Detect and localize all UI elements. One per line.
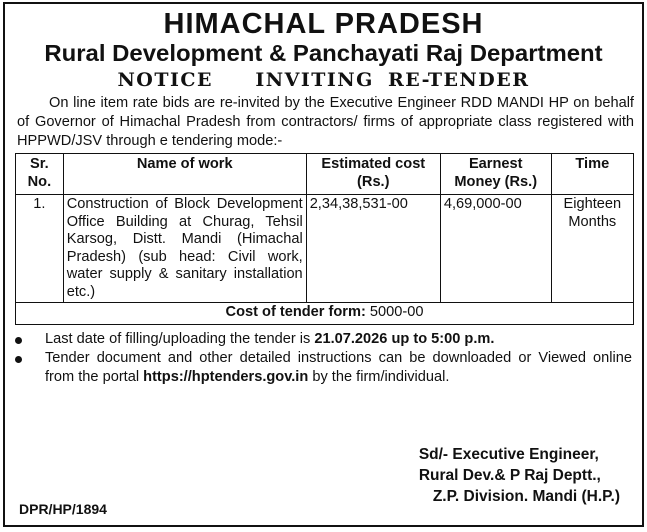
reference-number: DPR/HP/1894 bbox=[19, 501, 107, 517]
deadline-text: Last date of filling/uploading the tender is bbox=[45, 330, 315, 347]
portal-link[interactable]: https://hptenders.gov.in bbox=[143, 368, 309, 385]
instructions-list bbox=[15, 330, 632, 387]
intro-paragraph bbox=[17, 94, 634, 151]
tender-form-label: Cost of tender form: bbox=[225, 304, 366, 320]
tender-form-row bbox=[16, 303, 634, 325]
tender-form-value: 5000-00 bbox=[369, 304, 424, 320]
portal-text: Tender document and other detailed instructions can be downloaded or Viewed online from the portal bbox=[45, 349, 632, 385]
signature-block bbox=[419, 444, 620, 507]
header-time: Time bbox=[551, 154, 633, 195]
cell-earnest-money: 4,69,000-00 bbox=[440, 195, 551, 303]
table-header-row bbox=[16, 154, 634, 195]
notice-title: NOTICE INVITING RE-TENDER bbox=[117, 69, 530, 91]
signature-line-2: Rural Dev.& P Raj Deptt., bbox=[418, 467, 601, 484]
header-sr-no: Sr. No. bbox=[16, 154, 64, 195]
list-item bbox=[15, 349, 632, 387]
list-item bbox=[15, 330, 632, 349]
department-heading: Rural Development & Panchayati Raj Department bbox=[44, 40, 603, 66]
works-table bbox=[15, 153, 634, 325]
header-earnest-money: Earnest Money (Rs.) bbox=[440, 154, 551, 195]
intro-text: On line item rate bids are re-invited by the Executive Engineer RDD MANDI HP on behalf of Governor of Himachal Pradesh from contractors/ firms of appropriate class registered with HPPWD/JSV through e tendering mode:- bbox=[17, 95, 634, 149]
portal-post: by the firm/individual. bbox=[308, 368, 450, 385]
signature-line-3: Z.P. Division. Mandi (H.P.) bbox=[432, 488, 620, 505]
cell-sr-no: 1. bbox=[16, 195, 64, 303]
cell-estimated-cost: 2,34,38,531-00 bbox=[306, 195, 440, 303]
signature-line-1: Sd/- Executive Engineer, bbox=[418, 446, 599, 463]
cell-time: Eighteen Months bbox=[551, 195, 633, 303]
deadline-date: 21.07.2026 up to 5:00 p.m. bbox=[314, 330, 495, 347]
tender-form-cell bbox=[16, 303, 634, 325]
header-estimated-cost: Estimated cost (Rs.) bbox=[306, 154, 440, 195]
bullet-icon bbox=[15, 356, 22, 363]
table-row bbox=[16, 195, 634, 303]
tender-notice bbox=[3, 2, 644, 527]
cell-name-of-work: Construction of Block Development Office Building at Churag, Tehsil Karsog, Distt. Mandi (Himachal Pradesh) (sub head: Civil work, water supply & sanitary installation etc.) bbox=[63, 195, 306, 303]
state-heading: HIMACHAL PRADESH bbox=[163, 8, 484, 40]
header-name-of-work: Name of work bbox=[63, 154, 306, 195]
bullet-icon bbox=[15, 337, 22, 344]
